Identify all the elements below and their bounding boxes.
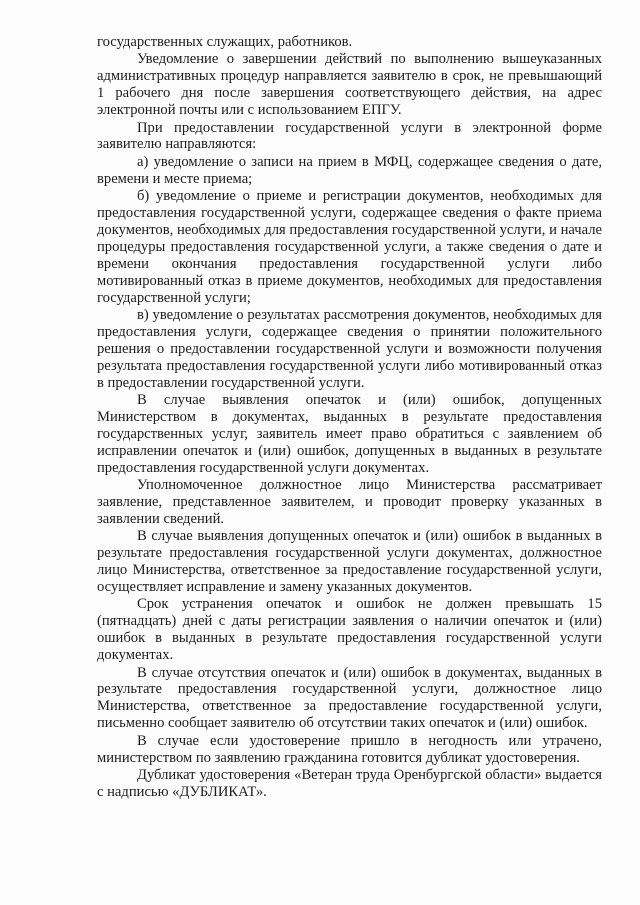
paragraph-item-b: б) уведомление о приеме и регистрации документов, необходимых для предоставления государственной услуги, содержащее сведения о факте приема документов, необходимых для предоставления государственной услуги, и начале процедуры предоставления государственной услуги, а также сведения о дате и времени окончания предоставления государственной услуги либо мотивированный отказ в приеме документов, необходимых для предоставления государственной услуги; <box>97 188 602 306</box>
paragraph-item-a: а) уведомление о записи на прием в МФЦ, содержащее сведения о дате, времени и месте приема; <box>97 153 602 187</box>
paragraph-duplicate: Дубликат удостоверения «Ветеран труда Оренбургской области» выдается с надписью «ДУБЛИКАТ». <box>97 766 602 800</box>
paragraph-completion-notice: Уведомление о завершении действий по выполнению вышеуказанных административных процедур направляется заявителю в срок, не превышающий 1 рабочего дня после завершения соответствующего действия, на адрес электронной почты или с использованием ЕПГУ. <box>97 51 602 119</box>
paragraph-authorized-official: Уполномоченное должностное лицо Министерства рассматривает заявление, представленное заявителем, и проводит проверку указанных в заявлении сведений. <box>97 477 602 527</box>
paragraph-typo-detection: В случае выявления опечаток и (или) ошибок, допущенных Министерством в документах, выданных в результате предоставления государственных услуг, заявитель имеет право обратиться с заявлением об исправлении опечаток и (или) ошибок, допущенных в выданных в результате предоставления государственной услуги документах. <box>97 392 602 476</box>
paragraph-correction-deadline: Срок устранения опечаток и ошибок не должен превышать 15 (пятнадцать) дней с даты регистрации заявления о наличии опечаток и (или) ошибок в выданных в результате предоставления государственной услуги документах. <box>97 596 602 664</box>
paragraph-continuation: государственных служащих, работников. <box>97 34 353 50</box>
paragraph-no-typos: В случае отсутствия опечаток и (или) ошибок в документах, выданных в результате предоставления государственной услуги, должностное лицо Министерства, ответственное за предоставление государственной услуги, письменно сообщает заявителю об отсутствии таких опечаток и (или) ошибок. <box>97 664 602 732</box>
paragraph-correction-replacement: В случае выявления допущенных опечаток и (или) ошибок в выданных в результате предоставления государственной услуги документах, должностное лицо Министерства, ответственное за предоставление государственной услуги, осуществляет исправление и замену указанных документов. <box>97 528 602 595</box>
paragraph-item-v: в) уведомление о результатах рассмотрения документов, необходимых для предоставления услуги, содержащее сведения о принятии положительного решения о предоставлении государственной услуги и возможности получения результата предоставления государственной услуги либо мотивированный отказ в предоставлении государственной услуги. <box>97 307 602 391</box>
paragraph-lost-certificate: В случае если удостоверение пришло в негодность или утрачено, министерством по заявлению гражданина готовится дубликат удостоверения. <box>97 732 602 766</box>
paragraph-electronic-form-intro: При предоставлении государственной услуги в электронной форме заявителю направляются: <box>97 119 602 153</box>
